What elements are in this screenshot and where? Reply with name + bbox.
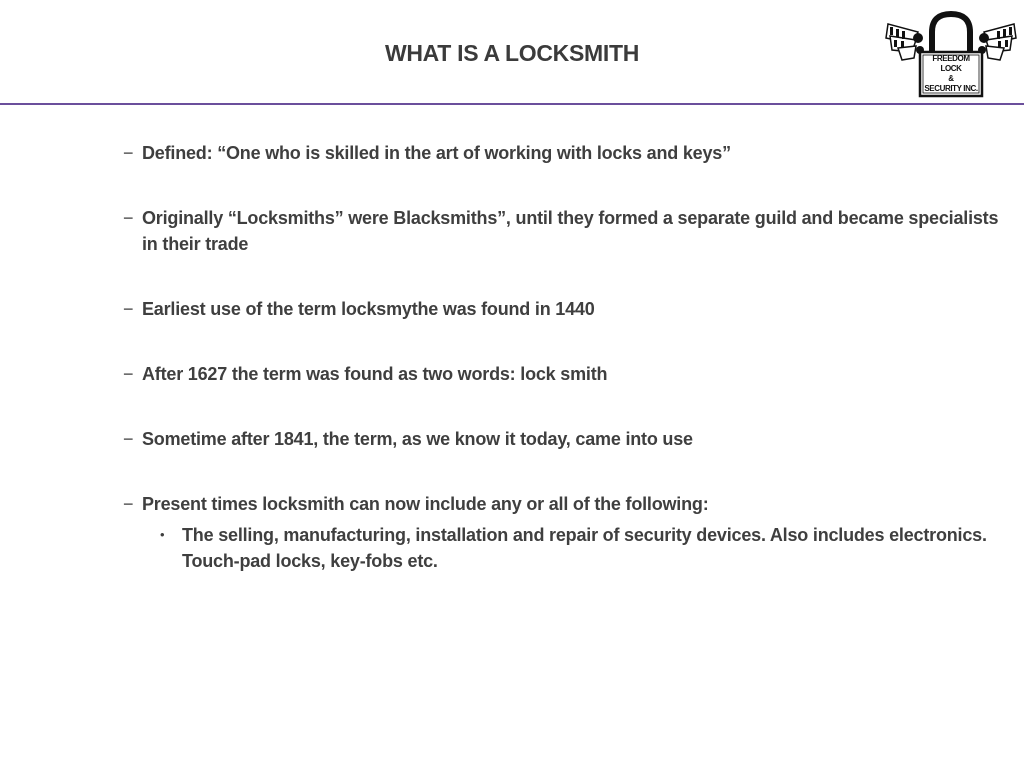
- list-item-text: Originally “Locksmiths” were Blacksmiths”, until they formed a separate guild and became specialists in their trade: [142, 208, 999, 254]
- dash-bullet-icon: −: [123, 143, 134, 163]
- list-item-text: Earliest use of the term locksmythe was found in 1440: [142, 299, 595, 319]
- dash-bullet-icon: −: [123, 208, 134, 228]
- dash-bullet-icon: −: [123, 494, 134, 514]
- logo-line-2: &: [948, 74, 954, 83]
- list-item: [120, 361, 1010, 387]
- logo-text: [921, 53, 981, 95]
- sub-list-container: [120, 522, 1010, 574]
- list-item: [120, 491, 1010, 517]
- list-item-text: Defined: “One who is skilled in the art of working with locks and keys”: [142, 143, 731, 163]
- list-item-text: Sometime after 1841, the term, as we know it today, came into use: [142, 429, 693, 449]
- slide-title: WHAT IS A LOCKSMITH: [384, 40, 640, 66]
- list-item: [120, 296, 1010, 322]
- sub-list-item-text: The selling, manufacturing, installation and repair of security devices. Also includes electronics. Touch-pad locks, key-fobs etc.: [182, 525, 987, 571]
- company-logo: [884, 10, 1018, 100]
- list-item-text: Present times locksmith can now include any or all of the following:: [142, 494, 709, 514]
- logo-line-1: FREEDOM LOCK: [932, 54, 970, 73]
- logo-line-3: SECURITY INC.: [924, 84, 978, 93]
- dash-bullet-icon: −: [123, 364, 134, 384]
- dash-bullet-icon: −: [123, 299, 134, 319]
- bullet-list: [120, 140, 1010, 574]
- dot-bullet-icon: •: [160, 527, 165, 542]
- list-item: [120, 205, 1010, 257]
- sub-bullet-list: [120, 522, 1010, 574]
- list-item-text: After 1627 the term was found as two words: lock smith: [142, 364, 608, 384]
- list-item: [120, 140, 1010, 166]
- title-divider: [0, 103, 1024, 105]
- sub-list-item: [160, 522, 1010, 574]
- dash-bullet-icon: −: [123, 429, 134, 449]
- list-item: [120, 426, 1010, 452]
